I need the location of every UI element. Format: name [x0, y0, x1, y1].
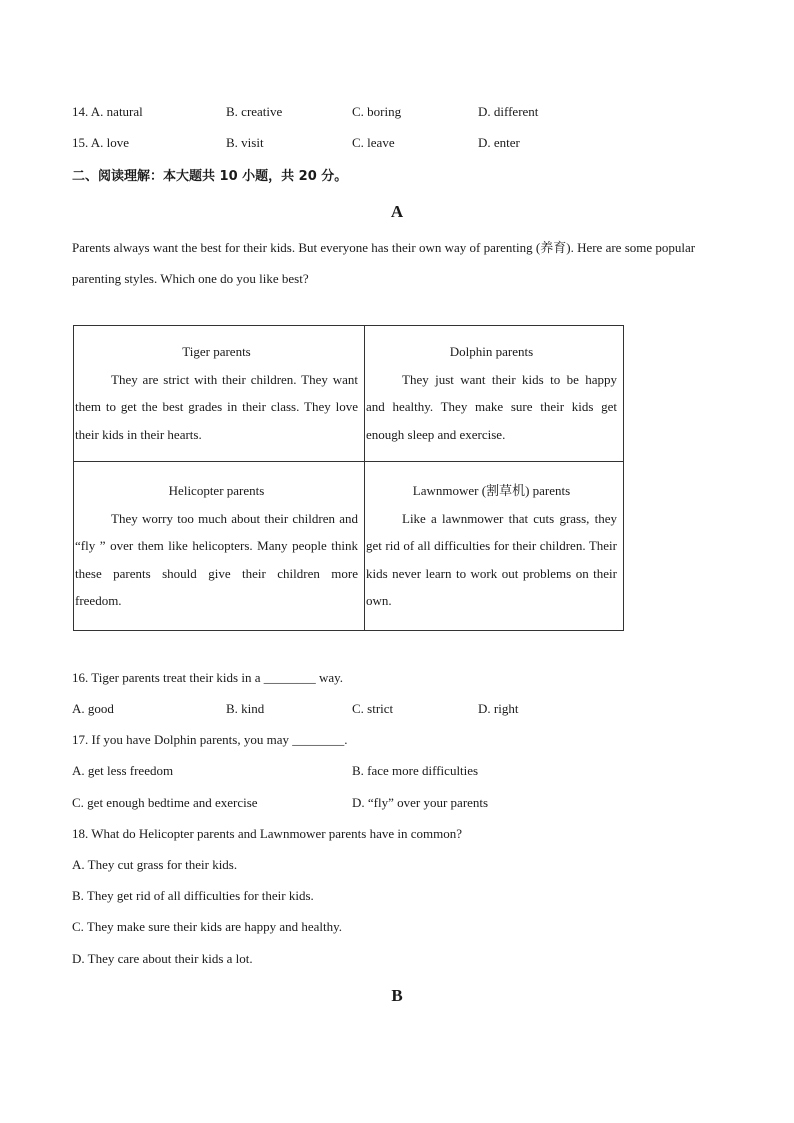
dolphin-parents-cell [365, 326, 624, 462]
q15-option-b: B. visit [226, 135, 264, 150]
q16-stem: 16. Tiger parents treat their kids in a ________ way. [72, 670, 344, 685]
tiger-parents-body: They are strict with their children. They want them to get the best grades in their class. They love their kids in their hearts. [75, 371, 358, 442]
table-row [74, 461, 624, 630]
helicopter-parents-body: They worry too much about their children and “fly ” over them like helicopters. Many people think these parents should give their children more freedom. [75, 510, 358, 609]
helicopter-parents-title: Helicopter parents [168, 483, 265, 499]
tiger-parents-cell [74, 326, 365, 462]
q16-option-a: A. good [72, 701, 114, 716]
passage-a-heading: A [390, 202, 404, 221]
q18-option-b: B. They get rid of all difficulties for their kids. [72, 888, 314, 903]
q14-option-d: D. different [478, 104, 539, 119]
q17-option-d: D. “fly” over your parents [352, 795, 489, 810]
q18-option-d: D. They care about their kids a lot. [72, 951, 253, 966]
q17-option-b: B. face more difficulties [352, 763, 479, 778]
helicopter-parents-cell [74, 461, 365, 630]
q15-option-d: D. enter [478, 135, 520, 150]
q14-option-a: 14. A. natural [72, 104, 143, 119]
q17-stem: 17. If you have Dolphin parents, you may ________. [72, 732, 348, 747]
q17-option-c: C. get enough bedtime and exercise [72, 795, 258, 810]
q17-option-a: A. get less freedom [72, 763, 174, 778]
q15-option-c: C. leave [352, 135, 395, 150]
lawnmower-parents-cell [365, 461, 624, 630]
section-title: 二、阅读理解：本大题共 10 小题，共 20 分。 [72, 169, 348, 184]
q16-option-c: C. strict [352, 701, 394, 716]
q14-option-c: C. boring [352, 104, 402, 119]
passage-b-heading: B [391, 986, 403, 1005]
q16-option-b: B. kind [226, 701, 265, 716]
q18-stem: 18. What do Helicopter parents and Lawnmower parents have in common? [72, 826, 462, 841]
dolphin-parents-body: They just want their kids to be happy and healthy. They make sure their kids get enough sleep and exercise. [366, 371, 617, 442]
dolphin-parents-title: Dolphin parents [449, 344, 534, 360]
passage-a-intro: Parents always want the best for their kids. But everyone has their own way of parenting (养育). Here are some popular parenting styles. Which one do you like best? [72, 240, 696, 286]
parenting-styles-table [73, 325, 624, 631]
lawnmower-parents-body: Like a lawnmower that cuts grass, they get rid of all difficulties for their children. Their kids never learn to work out problems on their own. [366, 510, 617, 609]
table-row [74, 326, 624, 462]
q16-option-d: D. right [478, 701, 519, 716]
q15-option-a: 15. A. love [72, 135, 130, 150]
q14-option-b: B. creative [226, 104, 283, 119]
q18-option-a: A. They cut grass for their kids. [72, 857, 238, 872]
tiger-parents-title: Tiger parents [182, 344, 251, 360]
q18-option-c: C. They make sure their kids are happy and healthy. [72, 919, 343, 934]
lawnmower-parents-title: Lawnmower (割草机) parents [412, 483, 571, 499]
